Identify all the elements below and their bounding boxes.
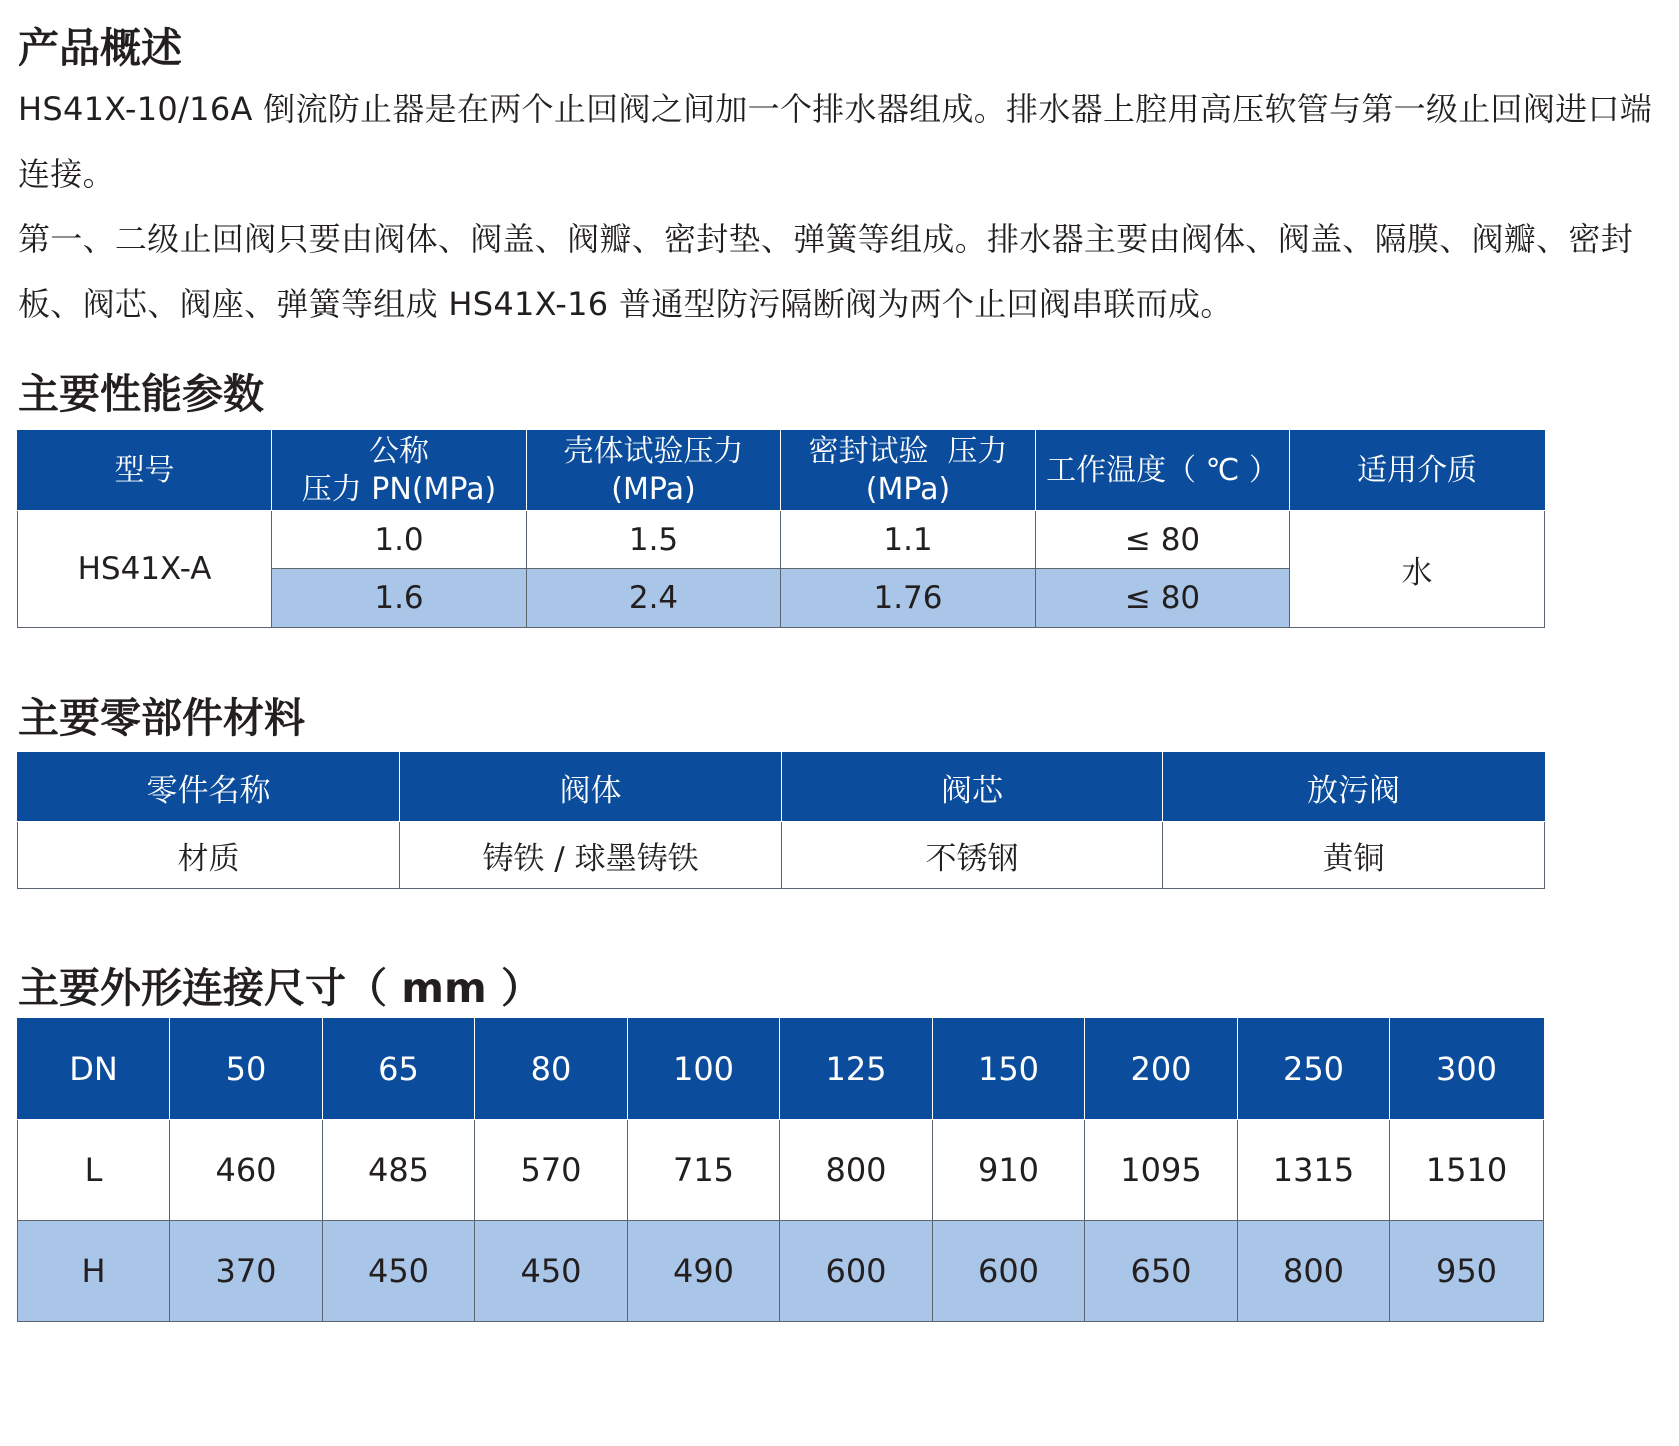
header-dn-value: 80 [475,1019,628,1120]
height-cell: 650 [1085,1221,1238,1322]
parts-header-row [18,753,1545,822]
dimensions-heading: 主要外形连接尺寸（ mm ） [18,964,542,1012]
header-nominal-pressure [272,431,527,511]
header-dn-value: 200 [1085,1019,1238,1120]
header-shell-line1: 壳体试验压力 [563,433,744,469]
material-label-cell: 材质 [18,822,400,889]
table-row [18,1221,1544,1322]
header-dn-value: 150 [933,1019,1085,1120]
shell-cell: 1.5 [527,511,781,569]
length-cell: 460 [170,1120,323,1221]
header-seal-line1: 密封试验 压力 [808,433,1008,469]
pn-cell: 1.6 [272,569,527,628]
header-valve-body: 阀体 [400,753,782,822]
parts-heading: 主要零部件材料 [18,694,305,742]
length-cell: 910 [933,1120,1085,1221]
length-cell: 1510 [1390,1120,1544,1221]
table-row [18,1120,1544,1221]
height-cell: 600 [933,1221,1085,1322]
header-dn-value: 125 [780,1019,933,1120]
length-cell: 485 [323,1120,475,1221]
table-row [18,511,1545,569]
medium-cell: 水 [1290,511,1545,628]
temp-cell: ≤ 80 [1036,511,1290,569]
performance-header-row [18,431,1545,511]
height-cell: 800 [1238,1221,1390,1322]
header-dn: DN [18,1019,170,1120]
height-cell: 950 [1390,1221,1544,1322]
overview-text [18,77,1673,337]
header-medium: 适用介质 [1290,431,1545,511]
length-cell: 570 [475,1120,628,1221]
header-seal-test-pressure [781,431,1036,511]
dimensions-table [17,1018,1544,1322]
header-dn-value: 250 [1238,1019,1390,1120]
header-dn-value: 100 [628,1019,780,1120]
length-cell: 1095 [1085,1120,1238,1221]
performance-table [17,430,1545,628]
shell-cell: 2.4 [527,569,781,628]
header-shell-line2: (MPa) [611,471,696,507]
height-cell: 370 [170,1221,323,1322]
parts-table [17,752,1545,889]
length-cell: 800 [780,1120,933,1221]
length-cell: 715 [628,1120,780,1221]
pn-cell: 1.0 [272,511,527,569]
height-cell: 450 [475,1221,628,1322]
header-valve-core: 阀芯 [782,753,1163,822]
length-cell: 1315 [1238,1120,1390,1221]
model-cell: HS41X-A [18,511,272,628]
seal-cell: 1.76 [781,569,1036,628]
drain-valve-material-cell: 黄铜 [1163,822,1545,889]
header-seal-line2: (MPa) [865,471,951,507]
row-label-l: L [18,1120,170,1221]
header-nominal-pressure-line1: 公称 [369,433,429,469]
row-label-h: H [18,1221,170,1322]
header-nominal-pressure-line2: 压力 PN(MPa) [301,471,497,507]
valve-core-material-cell: 不锈钢 [782,822,1163,889]
height-cell: 450 [323,1221,475,1322]
overview-paragraph-1: HS41X-10/16A 倒流防止器是在两个止回阀之间加一个排水器组成。排水器上腔用高压软管与第一级止回阀进口端连接。 [18,90,1653,193]
header-dn-value: 300 [1390,1019,1544,1120]
header-dn-value: 65 [323,1019,475,1120]
header-part-name: 零件名称 [18,753,400,822]
header-drain-valve: 放污阀 [1163,753,1545,822]
dimensions-header-row [18,1019,1544,1120]
seal-cell: 1.1 [781,511,1036,569]
height-cell: 600 [780,1221,933,1322]
overview-paragraph-2: 第一、二级止回阀只要由阀体、阀盖、阀瓣、密封垫、弹簧等组成。排水器主要由阀体、阀盖、隔膜、阀瓣、密封板、阀芯、阀座、弹簧等组成 HS41X-16 普通型防污隔断阀为两个止回阀串联而成。 [18,220,1634,323]
table-row [18,822,1545,889]
height-cell: 490 [628,1221,780,1322]
overview-heading: 产品概述 [18,24,182,72]
header-shell-test-pressure [527,431,781,511]
header-model: 型号 [18,431,272,511]
header-dn-value: 50 [170,1019,323,1120]
performance-heading: 主要性能参数 [18,370,264,418]
temp-cell: ≤ 80 [1036,569,1290,628]
header-working-temperature: 工作温度（ ℃ ） [1036,431,1290,511]
valve-body-material-cell: 铸铁 / 球墨铸铁 [400,822,782,889]
